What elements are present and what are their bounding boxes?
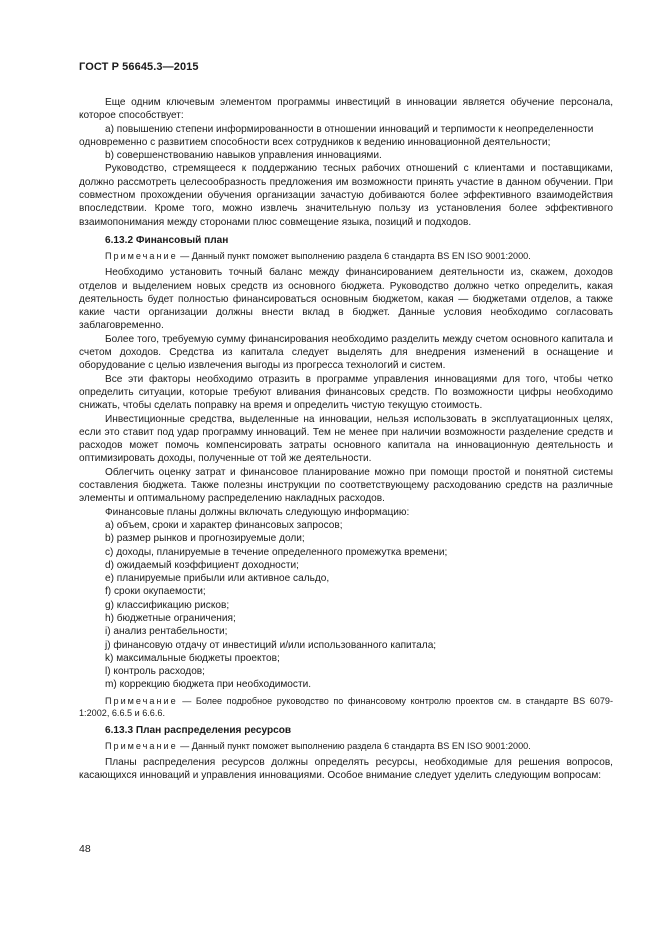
note-text: — Более подробное руководство по финансовому контролю проектов см. в стандарте BS 6079-1:2002, 6.6.5 и 6.6.6. [79, 695, 613, 718]
list-item: i) анализ рентабельности; [105, 626, 228, 638]
list-item: l) контроль расходов; [105, 666, 205, 678]
paragraph: Еще одним ключевым элементом программы инвестиций в инновации является обучение персонала, которое способствует: [79, 97, 613, 122]
paragraph: Необходимо установить точный баланс между финансированием деятельности из, скажем, доходов отделов и выделением новых средств из основного бюджета. Руководство должно четко определить, какая деятельность будет полностью финансироваться основным бюджетом, какая — бюджетами отделов, а также какие части организации должны внести вклад в бюджет. Данные условия необходимо согласовать заблаговременно. [79, 267, 613, 332]
list-item: e) планируемые прибыли или активное сальдо, [105, 573, 330, 585]
list-item: m) коррекцию бюджета при необходимости. [105, 679, 312, 691]
list-item: f) сроки окупаемости; [105, 586, 206, 598]
list-item: c) доходы, планируемые в течение определенного промежутка времени; [105, 546, 448, 558]
list-item: d) ожидаемый коэффициент доходности; [105, 559, 299, 571]
paragraph: Более того, требуемую сумму финансирования необходимо разделить между счетом основного капитала и счетом доходов. Средства из капитала следует выделять для внедрения изменений в оснащение и оборудование с целью извлечения выгоды из прогресса технологий и систем. [79, 333, 613, 372]
list-item: j) финансовую отдачу от инвестиций и/или использованного капитала; [105, 639, 437, 651]
note [79, 695, 613, 719]
list-item: a) повышению степени информированности в отношении инноваций и терпимости к неопределенности одновременно с развитием способности всех сотрудников к ведению инновационной деятельности; [79, 123, 594, 148]
list-item: b) совершенствованию навыков управления инновациями. [105, 150, 382, 162]
paragraph: Все эти факторы необходимо отразить в программе управления инновациями для того, чтобы четко определить ситуации, которые требуют вливания финансовых средств. По возможности цифры необходимо снижать, чтобы сделать поправку на время и определить чистую текущую стоимость. [79, 373, 613, 412]
list-item: b) размер рынков и прогнозируемые доли; [105, 533, 305, 545]
note-text: — Данный пункт поможет выполнению раздела 6 стандарта BS EN ISO 9001:2000. [177, 251, 531, 262]
list-item: g) классификацию рисков; [105, 599, 230, 611]
document-header: ГОСТ Р 56645.3—2015 [79, 61, 199, 73]
paragraph: Финансовые планы должны включать следующую информацию: [105, 506, 410, 518]
paragraph: Планы распределения ресурсов должны определять ресурсы, необходимые для решения вопросов, касающихся инноваций и управления инновациями. Особое внимание следует уделить следующим вопросам: [79, 757, 613, 782]
page-number: 48 [79, 843, 91, 855]
section-heading: 6.13.3 План распределения ресурсов [105, 724, 292, 736]
note [79, 250, 613, 262]
note-label: Примечание [105, 741, 178, 752]
list-item: h) бюджетные ограничения; [105, 612, 236, 624]
list-item: k) максимальные бюджеты проектов; [105, 652, 280, 664]
section-heading: 6.13.2 Финансовый план [105, 234, 229, 246]
paragraph: Руководство, стремящееся к поддержанию тесных рабочих отношений с клиентами и поставщиками, должно рассмотреть целесообразность предложения им возможности принять участие в данном обучении. При совместном прохождении обучения организации зачастую добиваются более эффективного взаимодействия впоследствии. Кроме того, можно извлечь значительную пользу из установления более эффективного взаимопонимания между сторонами плюс совмещение языка, позиций и подходов. [79, 163, 613, 228]
note-label: Примечание [105, 251, 178, 262]
note-label: Примечание [105, 695, 178, 706]
document-body [79, 96, 613, 783]
note-text: — Данный пункт поможет выполнению раздела 6 стандарта BS EN ISO 9001:2000. [177, 741, 531, 752]
list-item: a) объем, сроки и характер финансовых запросов; [105, 519, 343, 531]
paragraph: Облегчить оценку затрат и финансовое планирование можно при помощи простой и понятной системы составления бюджета. Также полезны инструкции по соответствующему расходованию средств на различные элементы и оптимальному распределению накладных расходов. [79, 466, 613, 505]
paragraph: Инвестиционные средства, выделенные на инновации, нельзя использовать в эксплуатационных целях, если это ставит под удар программу инноваций. Тем не менее при наличии возможности разделение средств и расходов может помочь компенсировать затраты основного капитала на инновационную деятельность и оптимизировать доходы, полученные от той же деятельности. [79, 413, 613, 465]
note [79, 740, 613, 752]
